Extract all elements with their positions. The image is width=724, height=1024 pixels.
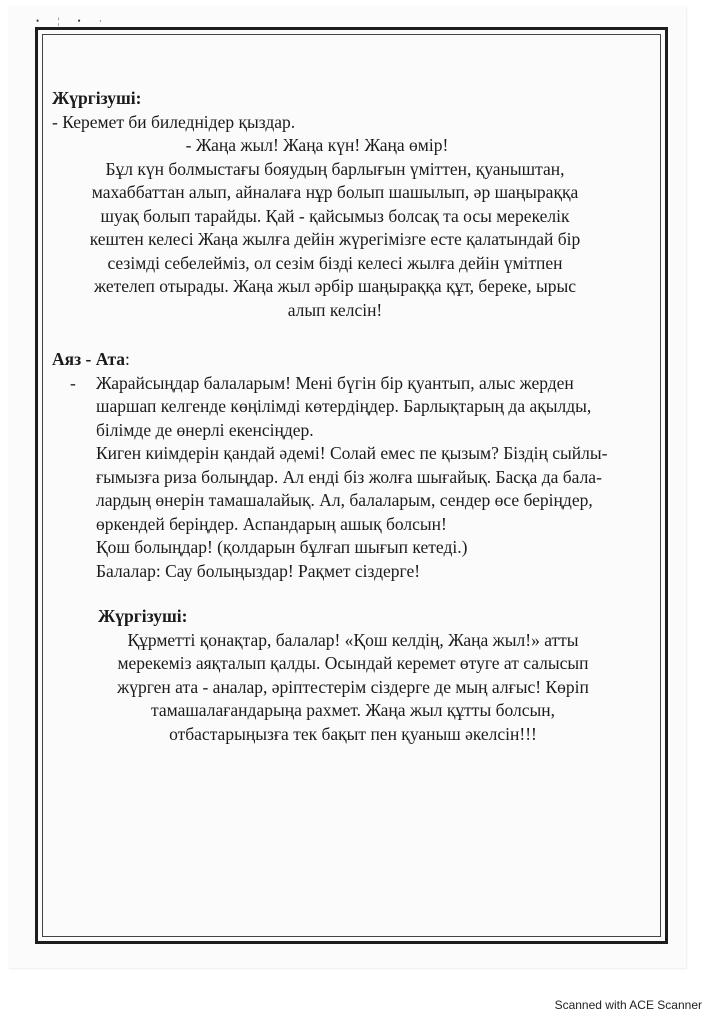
text-line: Жарайсыңдар балаларым! Мені бүгін бір қуантып, алыс жерден	[96, 372, 574, 393]
text-line: - Керемет би биледнідер қыздар.	[52, 111, 296, 132]
text-line: отбастарыңызға тек бақыт пен қуаныш әкелсін!!!	[169, 723, 537, 744]
text-line: алып келсін!	[287, 299, 383, 320]
speaker-colon: :	[125, 349, 130, 369]
text-line: Киген киімдерін қандай әдемі! Солай емес пе қызым? Біздің сыйлы-	[96, 443, 608, 463]
section-presenter-1	[52, 87, 642, 322]
text-line: шаршап келгенде көңілімді көтердіңдер. Барлықтарың да ақылды,	[96, 396, 592, 416]
text-line: білімде де өнерлі екенсіңдер.	[96, 419, 314, 440]
speaker-label: Жүргізуші:	[52, 88, 142, 108]
paragraph	[52, 629, 642, 747]
text-line: ғымызға риза болыңдар. Ал енді біз жолға шығайық. Басқа да бала-	[96, 466, 602, 487]
text-line: сезімді себелейміз, ол сезім бізді келесі жылға дейін үмітпен	[107, 252, 563, 273]
text-line: кештен келесі Жаңа жылға дейін жүрегімізге есте қалатындай бір	[89, 229, 581, 249]
list-dash: -	[70, 372, 76, 393]
speaker-label: Жүргізуші:	[98, 606, 188, 626]
speaker-heading	[52, 348, 642, 372]
text-line: Қош болыңдар! (қолдарын бұлғап шығып кетеді.)	[96, 537, 468, 557]
text-line: - Жаңа жыл! Жаңа күн! Жаңа өмір!	[185, 135, 449, 155]
text-line: шуақ болып тарайды. Қай - қайсымыз болсақ та осы мерекелік	[100, 205, 570, 226]
paragraph	[52, 158, 642, 323]
speaker-label: Аяз - Ата	[52, 349, 126, 369]
text-line: Бұл күн болмыстағы бояудың барлығын үміттен, қуаныштан,	[105, 158, 565, 179]
document-body	[52, 87, 642, 746]
text-line: тамашалағандарыңа рахмет. Жаңа жыл құтты болсын,	[150, 700, 555, 720]
text-line: лардың өнерін тамашалайық. Ал, балаларым, сендер өсе беріңдер,	[96, 490, 593, 510]
text-line: Құрметті қонақтар, балалар! «Қош келдің, Жаңа жыл!» атты	[127, 629, 579, 650]
text-line: мерекеміз аяқталып қалды. Осындай керемет өтуге ат салысып	[117, 653, 589, 673]
section-presenter-2	[52, 605, 642, 746]
text-line: Балалар: Сау болыңыздар! Рақмет сіздерге!	[96, 560, 421, 581]
text-line: жетелеп отырады. Жаңа жыл әрбір шаңыраққа құт, береке, ырыс	[94, 276, 576, 296]
text-line: махаббаттан алып, айналаға нұр болып шашылып, әр шаңыраққа	[91, 182, 579, 202]
speech-list	[52, 372, 642, 584]
text-line: жүрген ата - аналар, әріптестерім сіздерге де мың алғыс! Көріп	[117, 676, 589, 697]
section-ayaz-ata	[52, 348, 642, 583]
text-line: өркендей беріңдер. Аспандарың ашық болсын!	[96, 513, 447, 534]
scanner-watermark: Scanned with ACE Scanner	[554, 998, 702, 1012]
scan-marks: • ¦ • ·	[36, 16, 110, 26]
